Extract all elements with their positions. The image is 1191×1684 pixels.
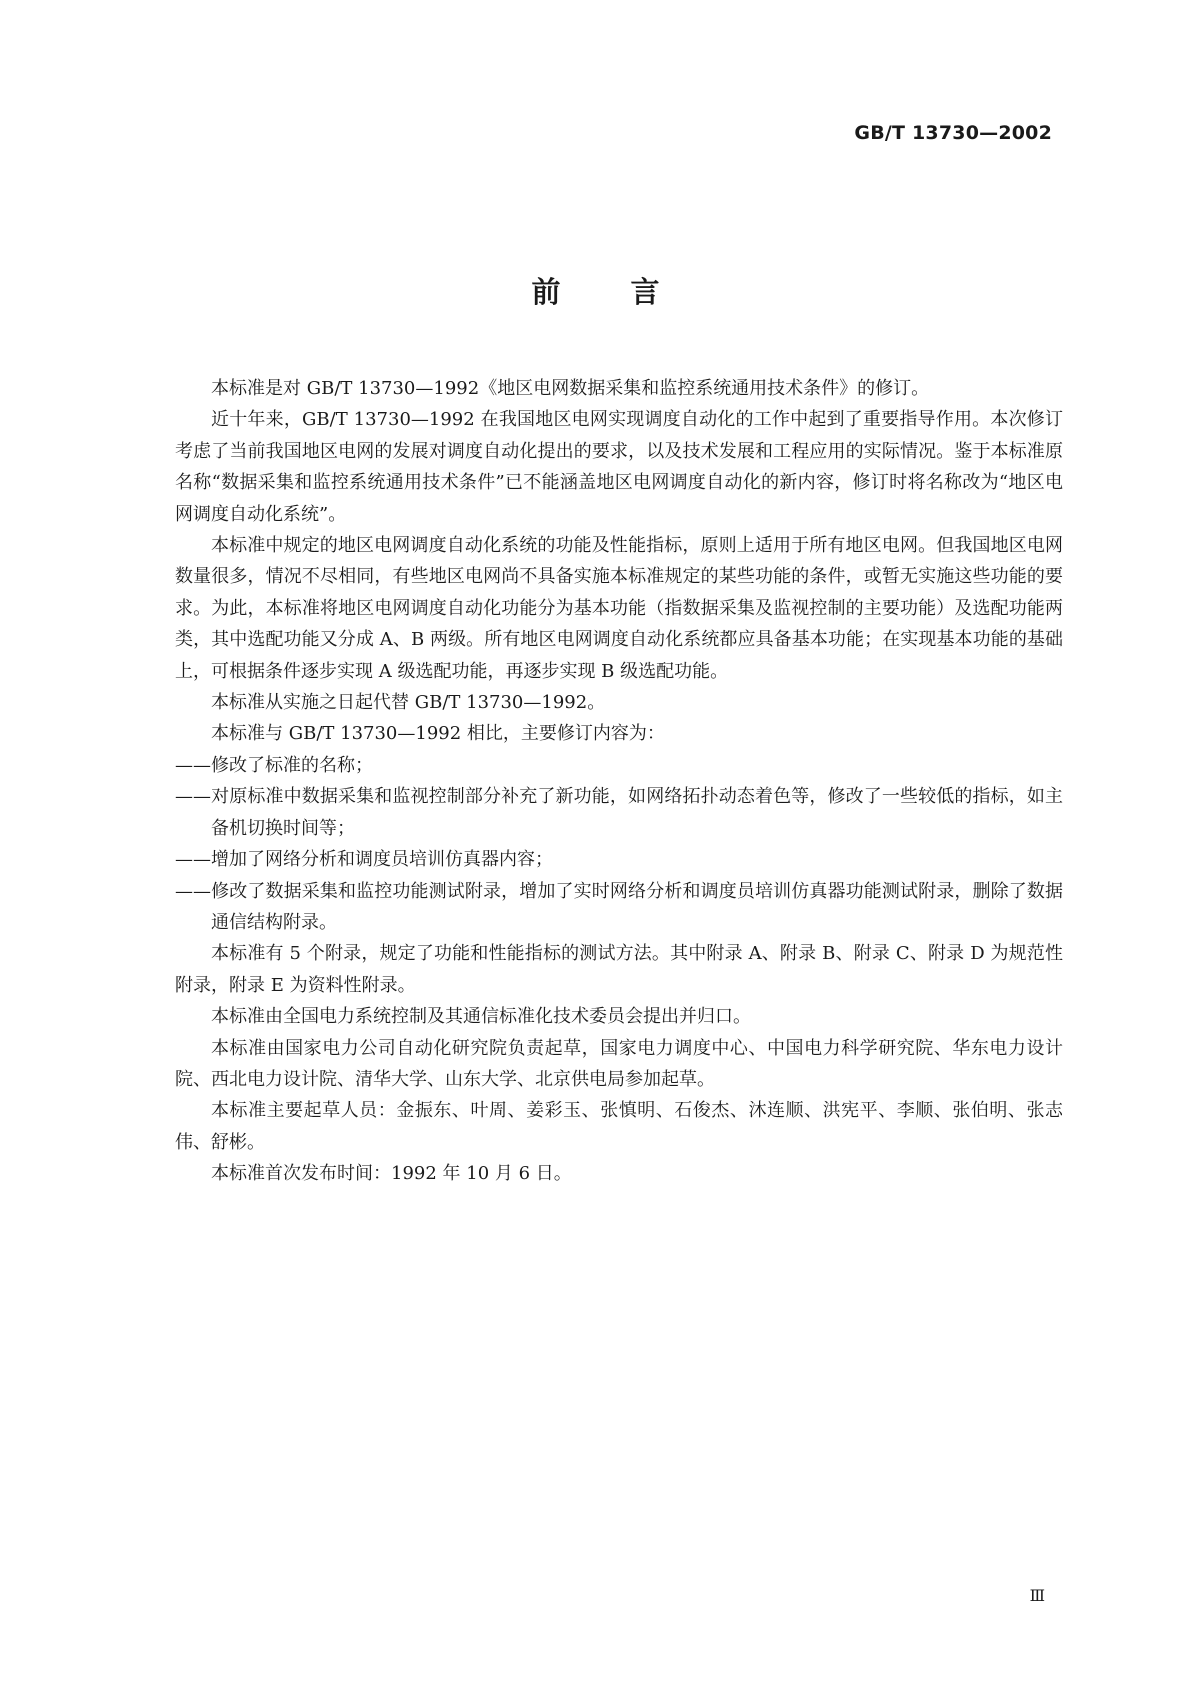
list-item-text: 修改了标准的名称； [211,754,373,776]
paragraph: 本标准由全国电力系统控制及其通信标准化技术委员会提出并归口。 [211,1006,751,1028]
page-number: Ⅲ [1029,1586,1045,1605]
dash-marker: —— [175,849,211,871]
paragraph: 本标准主要起草人员：金振东、叶周、姜彩玉、张慎明、石俊杰、沐连顺、洪宪平、李顺、张伯明、张志伟、舒彬。 [175,1100,1063,1153]
paragraph: 本标准与 GB/T 13730—1992 相比，主要修订内容为： [211,723,665,745]
paragraph: 本标准由国家电力公司自动化研究院负责起草，国家电力调度中心、中国电力科学研究院、华东电力设计院、西北电力设计院、清华大学、山东大学、北京供电局参加起草。 [175,1037,1063,1090]
dash-marker: —— [175,754,211,776]
paragraph: 近十年来，GB/T 13730—1992 在我国地区电网实现调度自动化的工作中起到了重要指导作用。本次修订考虑了当前我国地区电网的发展对调度自动化提出的要求，以及技术发展和工程应用的实际情况。鉴于本标准原名称“数据采集和监控系统通用技术条件”已不能涵盖地区电网调度自动化的新内容，修订时将名称改为“地区电网调度自动化系统”。 [175,409,1063,525]
list-item [175,844,1063,875]
list-item-text: 增加了网络分析和调度员培训仿真器内容； [211,849,553,871]
list-item [175,750,1063,781]
paragraph: 本标准从实施之日起代替 GB/T 13730—1992。 [211,692,606,714]
list-item-text: 对原标准中数据采集和监视控制部分补充了新功能，如网络拓扑动态着色等，修改了一些较低的指标，如主备机切换时间等； [211,786,1063,839]
list-item [175,781,1063,844]
foreword-body [175,373,1063,1190]
paragraph: 本标准中规定的地区电网调度自动化系统的功能及性能指标，原则上适用于所有地区电网。但我国地区电网数量很多，情况不尽相同，有些地区电网尚不具备实施本标准规定的某些功能的条件，或暂无实施这些功能的要求。为此，本标准将地区电网调度自动化功能分为基本功能（指数据采集及监视控制的主要功能）及选配功能两类，其中选配功能又分成 A、B 两级。所有地区电网调度自动化系统都应具备基本功能；在实现基本功能的基础上，可根据条件逐步实现 A 级选配功能，再逐步实现 B 级选配功能。 [175,535,1063,682]
list-item [175,876,1063,939]
paragraph: 本标准首次发布时间：1992 年 10 月 6 日。 [211,1163,572,1185]
dash-marker: —— [175,880,211,902]
standard-number: GB/T 13730—2002 [854,122,1052,144]
list-item-text: 修改了数据采集和监控功能测试附录，增加了实时网络分析和调度员培训仿真器功能测试附录，删除了数据通信结构附录。 [211,880,1063,933]
paragraph: 本标准是对 GB/T 13730—1992《地区电网数据采集和监控系统通用技术条件》的修订。 [211,378,930,399]
paragraph: 本标准有 5 个附录，规定了功能和性能指标的测试方法。其中附录 A、附录 B、附录 C、附录 D 为规范性附录，附录 E 为资料性附录。 [175,943,1063,996]
page-title: 前言 [531,275,730,309]
dash-marker: —— [175,786,211,808]
